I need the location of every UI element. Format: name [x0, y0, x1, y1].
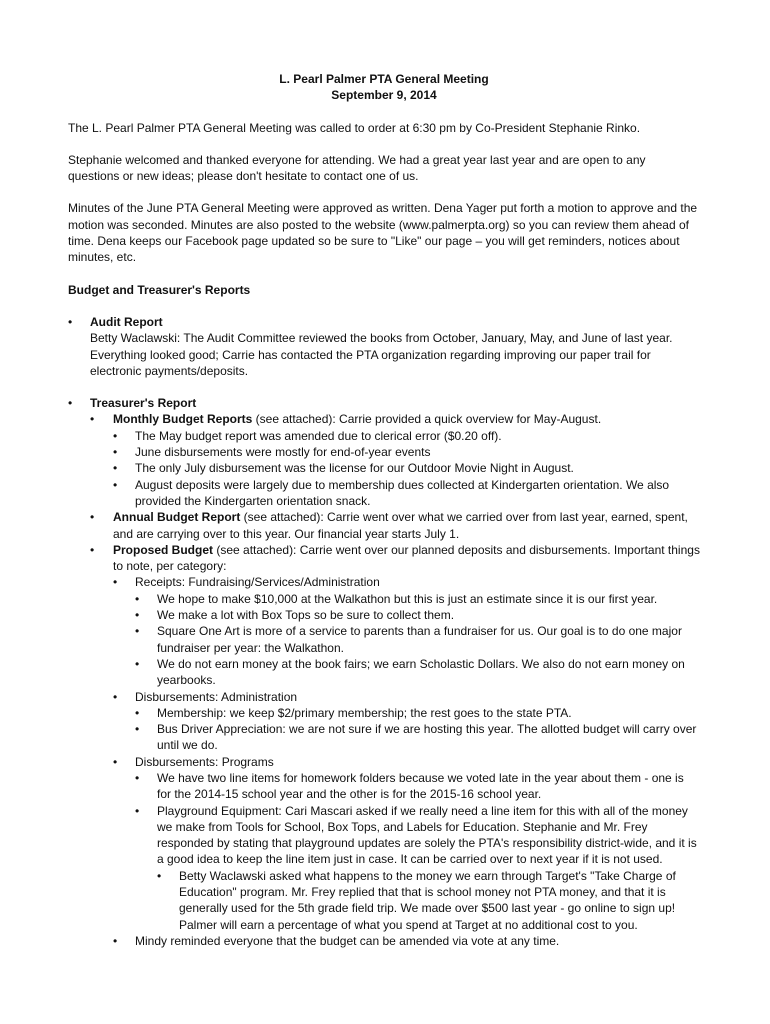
list-item: • Bus Driver Appreciation: we are not sure if we are hosting this year. The allotted budget will carry over until we do. — [135, 722, 697, 753]
audit-report-item — [68, 314, 700, 379]
paragraph-minutes: Minutes of the June PTA General Meeting were approved as written. Dena Yager put forth a motion to approve and the motion was seconded. Minutes are also posted to the website (www.palmerpta.org) so you can review them ahead of time. Dena keeps our Facebook page updated so be sure to "Like" our page – you will get reminders, notices about minutes, etc. — [68, 201, 698, 265]
bullet-icon: • — [68, 314, 73, 329]
list-item: • Square One Art is more of a service to parents than a fundraiser for us. Our goal is to do one major fundraiser per year: the Walkathon. — [135, 624, 682, 655]
bullet-icon: • — [113, 575, 118, 590]
bullet-icon: • — [113, 477, 118, 492]
bullet-icon: • — [135, 770, 140, 785]
document-title: L. Pearl Palmer PTA General Meeting — [279, 72, 489, 86]
playground-sublist — [157, 868, 700, 933]
monthly-budget-text: (see attached): Carrie provided a quick overview for May-August. — [252, 412, 602, 427]
document-date: September 9, 2014 — [331, 88, 437, 103]
list-item: • We hope to make $10,000 at the Walkathon but this is just an estimate since it is our first year. — [135, 591, 658, 606]
monthly-budget-item — [90, 411, 700, 509]
program-disbursements-label: Disbursements: Programs — [135, 754, 274, 769]
audit-report-text: Betty Waclawski: The Audit Committee reviewed the books from October, January, May, and June of last year. Everything looked good; Carrie has contacted the PTA organization regarding improving our paper trail for electronic payments/deposits. — [90, 331, 673, 378]
list-item: • We do not earn money at the book fairs; we earn Scholastic Dollars. We also do not earn money on yearbooks. — [135, 656, 685, 688]
proposed-budget-text: (see attached): Carrie went over our planned deposits and disbursements. Important things to note, per category: — [113, 542, 700, 574]
report-list — [68, 314, 700, 379]
list-item: • We have two line items for homework folders because we voted late in the year about them - one is for the 2014-15 school year and the other is for the 2015-16 school year. — [135, 770, 684, 802]
bullet-icon: • — [113, 445, 118, 460]
treasurer-list — [68, 395, 700, 949]
bullet-icon: • — [90, 542, 95, 557]
proposed-budget-item — [90, 542, 700, 949]
bullet-icon: • — [135, 591, 140, 606]
treasurer-sublist — [90, 411, 700, 949]
bullet-icon: • — [113, 689, 118, 704]
bullet-icon: • — [90, 510, 95, 525]
list-item: • Playground Equipment: Cari Mascari asked if we really need a line item for this with all of the money we make from Tools for School, Box Tops, and Labels for Education. Stephanie and Mr. Frey responded by stating that playground updates are solely the PTA's responsibility district-wide, and it is a good idea to keep the line item just in case. It can be carried over to next year if it is not used. • Betty Waclawski asked what happens to the money we earn through Target's "Take Charge of Education" program. Mr. Frey replied that that is school money not PTA money, and that it is generally used for the 5th grade field trip. We made over $500 last year - go online to sign up! Palmer will earn a percentage of what you spend at Target at no additional cost to you. — [135, 803, 700, 933]
bullet-icon: • — [135, 803, 140, 818]
admin-disbursements-label: Disbursements: Administration — [135, 689, 298, 704]
admin-disbursements-list — [135, 705, 700, 754]
list-item: • Betty Waclawski asked what happens to the money we earn through Target's "Take Charge of Education" program. Mr. Frey replied that that is school money not PTA money, and that it is generally used for the 5th grade field trip. We made over $500 last year - go online to sign up! Palmer will earn a percentage of what you spend at Target at no additional cost to you. — [157, 868, 676, 932]
monthly-budget-label: Monthly Budget Reports — [113, 412, 253, 427]
bullet-icon: • — [157, 868, 162, 883]
bullet-icon: • — [135, 722, 140, 737]
bullet-icon: • — [135, 656, 140, 671]
annual-budget-item — [90, 509, 700, 542]
mindy-note-text: Mindy reminded everyone that the budget can be amended via vote at any time. — [135, 933, 560, 948]
bullet-icon: • — [113, 461, 118, 476]
admin-disbursements-item — [113, 689, 700, 754]
program-disbursements-item — [113, 754, 700, 933]
bullet-icon: • — [113, 754, 118, 769]
bullet-icon: • — [68, 396, 73, 411]
paragraph-welcome: Stephanie welcomed and thanked everyone for attending. We had a great year last year and are open to any questions or new ideas; please don't hesitate to contact one of us. — [68, 152, 646, 184]
bullet-icon: • — [113, 428, 118, 443]
list-item: • We make a lot with Box Tops so be sure to collect them. — [135, 608, 455, 623]
list-item: • The only July disbursement was the license for our Outdoor Movie Night in August. — [113, 461, 574, 476]
program-disbursements-list — [135, 770, 700, 933]
section-heading-budget: Budget and Treasurer's Reports — [68, 282, 251, 297]
receipts-list — [135, 591, 700, 689]
proposed-budget-list — [113, 574, 700, 949]
proposed-budget-label: Proposed Budget — [113, 542, 214, 557]
bullet-icon: • — [135, 705, 140, 720]
paragraph-call-to-order: The L. Pearl Palmer PTA General Meeting was called to order at 6:30 pm by Co-President Stephanie Rinko. — [68, 120, 641, 135]
audit-report-title: Audit Report — [90, 314, 163, 329]
annual-budget-text: (see attached): Carrie went over what we carried over from last year, earned, spent, and are carrying over to this year. Our financial year starts July 1. — [113, 510, 688, 541]
list-item: • The May budget report was amended due to clerical error ($0.20 off). — [113, 428, 502, 443]
mindy-note-item — [113, 933, 700, 949]
bullet-icon: • — [90, 412, 95, 427]
bullet-icon: • — [135, 624, 140, 639]
bullet-icon: • — [113, 933, 118, 948]
receipts-label: Receipts: Fundraising/Services/Administration — [135, 575, 380, 590]
treasurer-report-title: Treasurer's Report — [90, 396, 197, 411]
bullet-icon: • — [135, 608, 140, 623]
treasurer-report-item — [68, 395, 700, 949]
list-item: • June disbursements were mostly for end-of-year events — [113, 445, 431, 460]
receipts-item — [113, 574, 700, 688]
monthly-budget-list — [113, 428, 700, 509]
annual-budget-label: Annual Budget Report — [113, 510, 241, 525]
list-item: • Membership: we keep $2/primary membership; the rest goes to the state PTA. — [135, 705, 572, 720]
list-item: • August deposits were largely due to membership dues collected at Kindergarten orientation. We also provided the Kindergarten orientation snack. — [113, 477, 670, 508]
